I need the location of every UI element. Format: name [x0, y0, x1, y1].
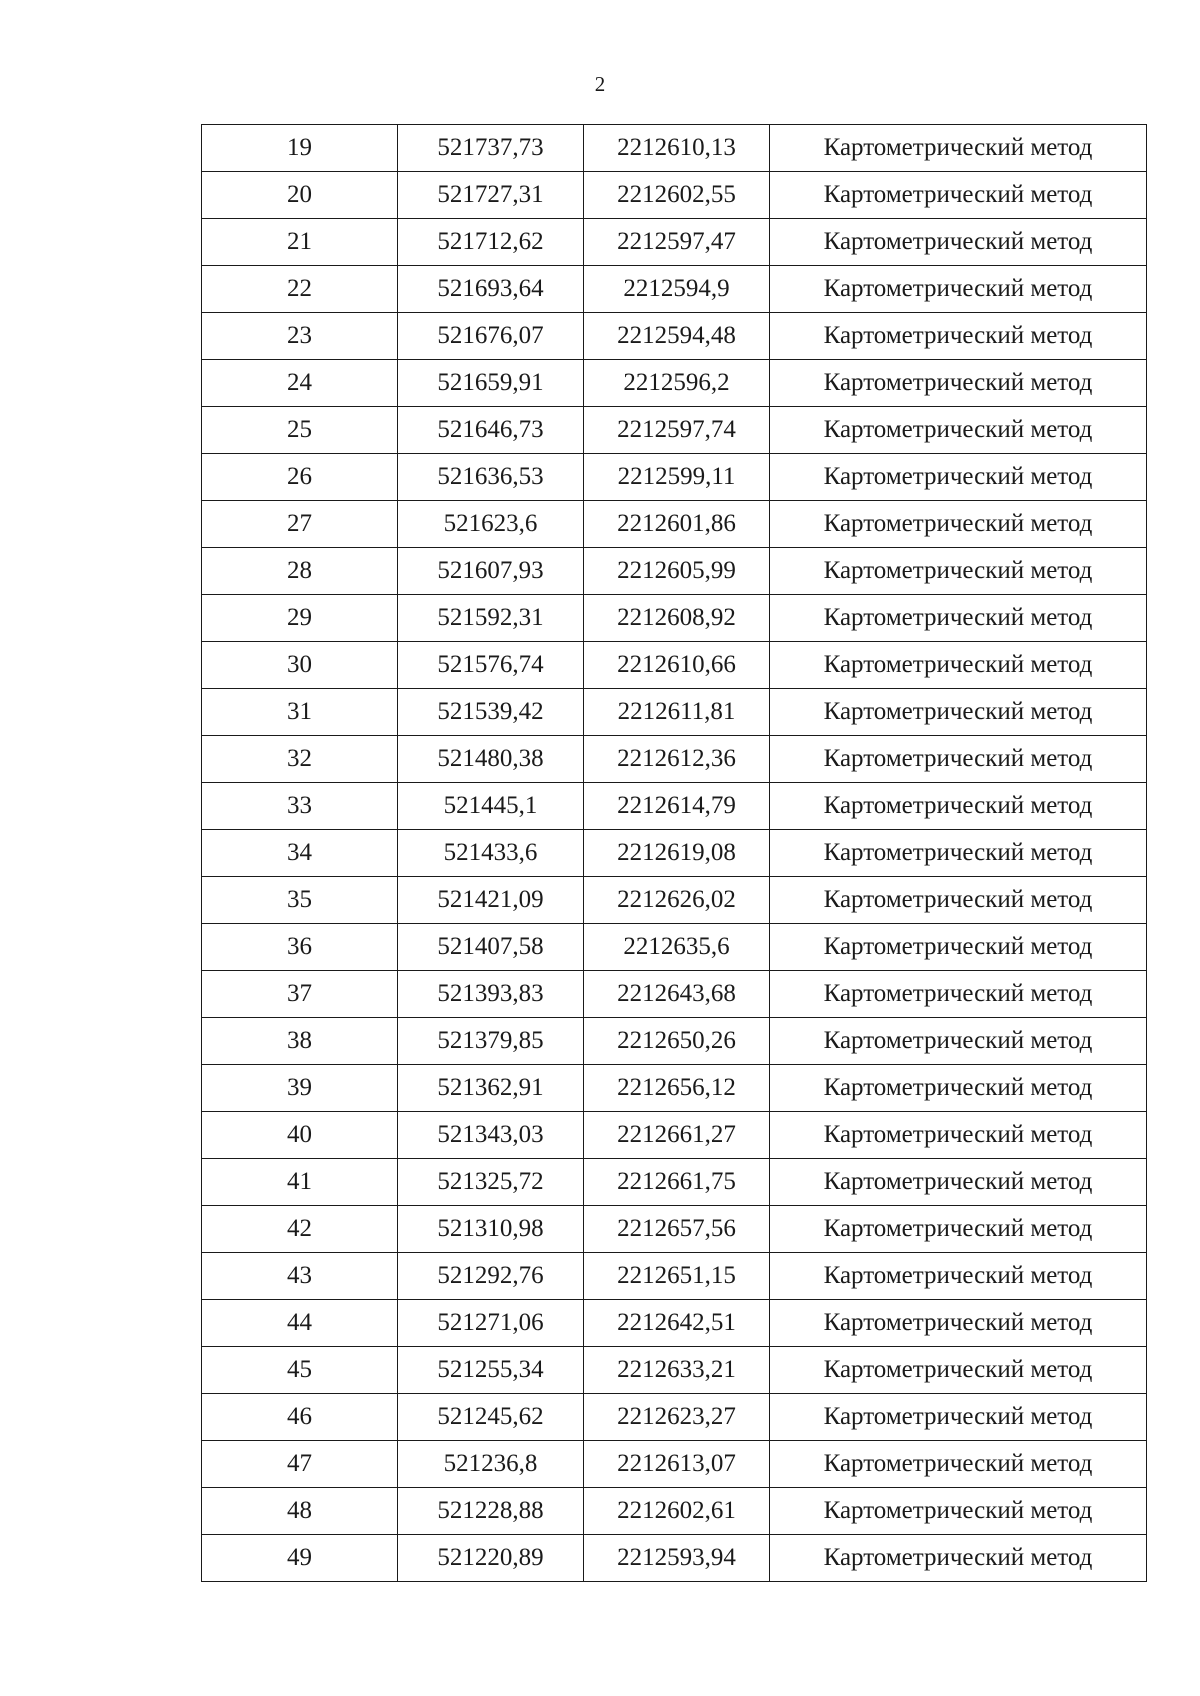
- table-row: [202, 595, 1147, 642]
- point-number-cell: 40: [202, 1112, 398, 1159]
- y-coordinate-cell: 2212661,27: [584, 1112, 770, 1159]
- table-row: [202, 1535, 1147, 1582]
- coordinates-table: [201, 124, 1147, 1582]
- x-coordinate-cell: 521379,85: [398, 1018, 584, 1065]
- point-number-cell: 34: [202, 830, 398, 877]
- method-cell: Картометрический метод: [770, 642, 1147, 689]
- x-coordinate-cell: 521310,98: [398, 1206, 584, 1253]
- method-cell: Картометрический метод: [770, 1159, 1147, 1206]
- y-coordinate-cell: 2212613,07: [584, 1441, 770, 1488]
- point-number-cell: 20: [202, 172, 398, 219]
- y-coordinate-cell: 2212594,9: [584, 266, 770, 313]
- y-coordinate-cell: 2212605,99: [584, 548, 770, 595]
- point-number-cell: 36: [202, 924, 398, 971]
- method-cell: Картометрический метод: [770, 1394, 1147, 1441]
- method-cell: Картометрический метод: [770, 1206, 1147, 1253]
- point-number-cell: 19: [202, 125, 398, 172]
- x-coordinate-cell: 521576,74: [398, 642, 584, 689]
- x-coordinate-cell: 521362,91: [398, 1065, 584, 1112]
- x-coordinate-cell: 521480,38: [398, 736, 584, 783]
- y-coordinate-cell: 2212614,79: [584, 783, 770, 830]
- y-coordinate-cell: 2212601,86: [584, 501, 770, 548]
- table-row: [202, 1347, 1147, 1394]
- x-coordinate-cell: 521236,8: [398, 1441, 584, 1488]
- point-number-cell: 31: [202, 689, 398, 736]
- method-cell: Картометрический метод: [770, 1112, 1147, 1159]
- method-cell: Картометрический метод: [770, 548, 1147, 595]
- x-coordinate-cell: 521676,07: [398, 313, 584, 360]
- y-coordinate-cell: 2212594,48: [584, 313, 770, 360]
- y-coordinate-cell: 2212619,08: [584, 830, 770, 877]
- table-row: [202, 1488, 1147, 1535]
- y-coordinate-cell: 2212626,02: [584, 877, 770, 924]
- y-coordinate-cell: 2212610,13: [584, 125, 770, 172]
- table-row: [202, 454, 1147, 501]
- table-row: [202, 548, 1147, 595]
- y-coordinate-cell: 2212597,47: [584, 219, 770, 266]
- table-row: [202, 736, 1147, 783]
- method-cell: Картометрический метод: [770, 1488, 1147, 1535]
- table-row: [202, 172, 1147, 219]
- point-number-cell: 44: [202, 1300, 398, 1347]
- point-number-cell: 25: [202, 407, 398, 454]
- table-row: [202, 360, 1147, 407]
- x-coordinate-cell: 521607,93: [398, 548, 584, 595]
- page-number: 2: [594, 72, 606, 96]
- point-number-cell: 22: [202, 266, 398, 313]
- x-coordinate-cell: 521712,62: [398, 219, 584, 266]
- y-coordinate-cell: 2212642,51: [584, 1300, 770, 1347]
- y-coordinate-cell: 2212633,21: [584, 1347, 770, 1394]
- x-coordinate-cell: 521539,42: [398, 689, 584, 736]
- point-number-cell: 38: [202, 1018, 398, 1065]
- table-row: [202, 1441, 1147, 1488]
- table-row: [202, 783, 1147, 830]
- point-number-cell: 26: [202, 454, 398, 501]
- point-number-cell: 29: [202, 595, 398, 642]
- point-number-cell: 42: [202, 1206, 398, 1253]
- point-number-cell: 39: [202, 1065, 398, 1112]
- method-cell: Картометрический метод: [770, 172, 1147, 219]
- y-coordinate-cell: 2212593,94: [584, 1535, 770, 1582]
- x-coordinate-cell: 521433,6: [398, 830, 584, 877]
- y-coordinate-cell: 2212608,92: [584, 595, 770, 642]
- method-cell: Картометрический метод: [770, 1300, 1147, 1347]
- x-coordinate-cell: 521727,31: [398, 172, 584, 219]
- table-row: [202, 971, 1147, 1018]
- point-number-cell: 45: [202, 1347, 398, 1394]
- table-row: [202, 1253, 1147, 1300]
- x-coordinate-cell: 521220,89: [398, 1535, 584, 1582]
- method-cell: Картометрический метод: [770, 266, 1147, 313]
- y-coordinate-cell: 2212597,74: [584, 407, 770, 454]
- coordinates-table-body: [202, 125, 1147, 1582]
- y-coordinate-cell: 2212643,68: [584, 971, 770, 1018]
- method-cell: Картометрический метод: [770, 313, 1147, 360]
- point-number-cell: 48: [202, 1488, 398, 1535]
- point-number-cell: 35: [202, 877, 398, 924]
- x-coordinate-cell: 521292,76: [398, 1253, 584, 1300]
- point-number-cell: 21: [202, 219, 398, 266]
- x-coordinate-cell: 521636,53: [398, 454, 584, 501]
- table-row: [202, 313, 1147, 360]
- x-coordinate-cell: 521592,31: [398, 595, 584, 642]
- x-coordinate-cell: 521659,91: [398, 360, 584, 407]
- y-coordinate-cell: 2212610,66: [584, 642, 770, 689]
- point-number-cell: 47: [202, 1441, 398, 1488]
- point-number-cell: 32: [202, 736, 398, 783]
- point-number-cell: 49: [202, 1535, 398, 1582]
- x-coordinate-cell: 521445,1: [398, 783, 584, 830]
- point-number-cell: 23: [202, 313, 398, 360]
- method-cell: Картометрический метод: [770, 219, 1147, 266]
- method-cell: Картометрический метод: [770, 595, 1147, 642]
- y-coordinate-cell: 2212661,75: [584, 1159, 770, 1206]
- table-row: [202, 1300, 1147, 1347]
- table-row: [202, 689, 1147, 736]
- x-coordinate-cell: 521737,73: [398, 125, 584, 172]
- method-cell: Картометрический метод: [770, 125, 1147, 172]
- y-coordinate-cell: 2212656,12: [584, 1065, 770, 1112]
- table-row: [202, 830, 1147, 877]
- x-coordinate-cell: 521271,06: [398, 1300, 584, 1347]
- y-coordinate-cell: 2212650,26: [584, 1018, 770, 1065]
- x-coordinate-cell: 521623,6: [398, 501, 584, 548]
- point-number-cell: 33: [202, 783, 398, 830]
- y-coordinate-cell: 2212596,2: [584, 360, 770, 407]
- x-coordinate-cell: 521343,03: [398, 1112, 584, 1159]
- point-number-cell: 30: [202, 642, 398, 689]
- x-coordinate-cell: 521407,58: [398, 924, 584, 971]
- point-number-cell: 41: [202, 1159, 398, 1206]
- table-row: [202, 266, 1147, 313]
- table-row: [202, 1394, 1147, 1441]
- method-cell: Картометрический метод: [770, 971, 1147, 1018]
- table-row: [202, 1018, 1147, 1065]
- point-number-cell: 27: [202, 501, 398, 548]
- point-number-cell: 28: [202, 548, 398, 595]
- y-coordinate-cell: 2212612,36: [584, 736, 770, 783]
- y-coordinate-cell: 2212611,81: [584, 689, 770, 736]
- method-cell: Картометрический метод: [770, 1535, 1147, 1582]
- point-number-cell: 37: [202, 971, 398, 1018]
- method-cell: Картометрический метод: [770, 407, 1147, 454]
- table-row: [202, 1112, 1147, 1159]
- y-coordinate-cell: 2212657,56: [584, 1206, 770, 1253]
- method-cell: Картометрический метод: [770, 1065, 1147, 1112]
- method-cell: Картометрический метод: [770, 830, 1147, 877]
- method-cell: Картометрический метод: [770, 783, 1147, 830]
- y-coordinate-cell: 2212602,61: [584, 1488, 770, 1535]
- point-number-cell: 46: [202, 1394, 398, 1441]
- table-row: [202, 642, 1147, 689]
- table-row: [202, 219, 1147, 266]
- method-cell: Картометрический метод: [770, 1347, 1147, 1394]
- method-cell: Картометрический метод: [770, 360, 1147, 407]
- table-row: [202, 877, 1147, 924]
- y-coordinate-cell: 2212602,55: [584, 172, 770, 219]
- method-cell: Картометрический метод: [770, 1441, 1147, 1488]
- x-coordinate-cell: 521646,73: [398, 407, 584, 454]
- x-coordinate-cell: 521228,88: [398, 1488, 584, 1535]
- y-coordinate-cell: 2212651,15: [584, 1253, 770, 1300]
- x-coordinate-cell: 521693,64: [398, 266, 584, 313]
- y-coordinate-cell: 2212635,6: [584, 924, 770, 971]
- y-coordinate-cell: 2212623,27: [584, 1394, 770, 1441]
- method-cell: Картометрический метод: [770, 689, 1147, 736]
- x-coordinate-cell: 521325,72: [398, 1159, 584, 1206]
- table-row: [202, 1159, 1147, 1206]
- method-cell: Картометрический метод: [770, 454, 1147, 501]
- y-coordinate-cell: 2212599,11: [584, 454, 770, 501]
- x-coordinate-cell: 521255,34: [398, 1347, 584, 1394]
- method-cell: Картометрический метод: [770, 924, 1147, 971]
- table-row: [202, 407, 1147, 454]
- table-row: [202, 125, 1147, 172]
- method-cell: Картометрический метод: [770, 877, 1147, 924]
- table-row: [202, 1206, 1147, 1253]
- method-cell: Картометрический метод: [770, 1253, 1147, 1300]
- table-row: [202, 501, 1147, 548]
- table-row: [202, 1065, 1147, 1112]
- x-coordinate-cell: 521245,62: [398, 1394, 584, 1441]
- x-coordinate-cell: 521393,83: [398, 971, 584, 1018]
- method-cell: Картометрический метод: [770, 736, 1147, 783]
- x-coordinate-cell: 521421,09: [398, 877, 584, 924]
- point-number-cell: 24: [202, 360, 398, 407]
- table-row: [202, 924, 1147, 971]
- method-cell: Картометрический метод: [770, 1018, 1147, 1065]
- point-number-cell: 43: [202, 1253, 398, 1300]
- method-cell: Картометрический метод: [770, 501, 1147, 548]
